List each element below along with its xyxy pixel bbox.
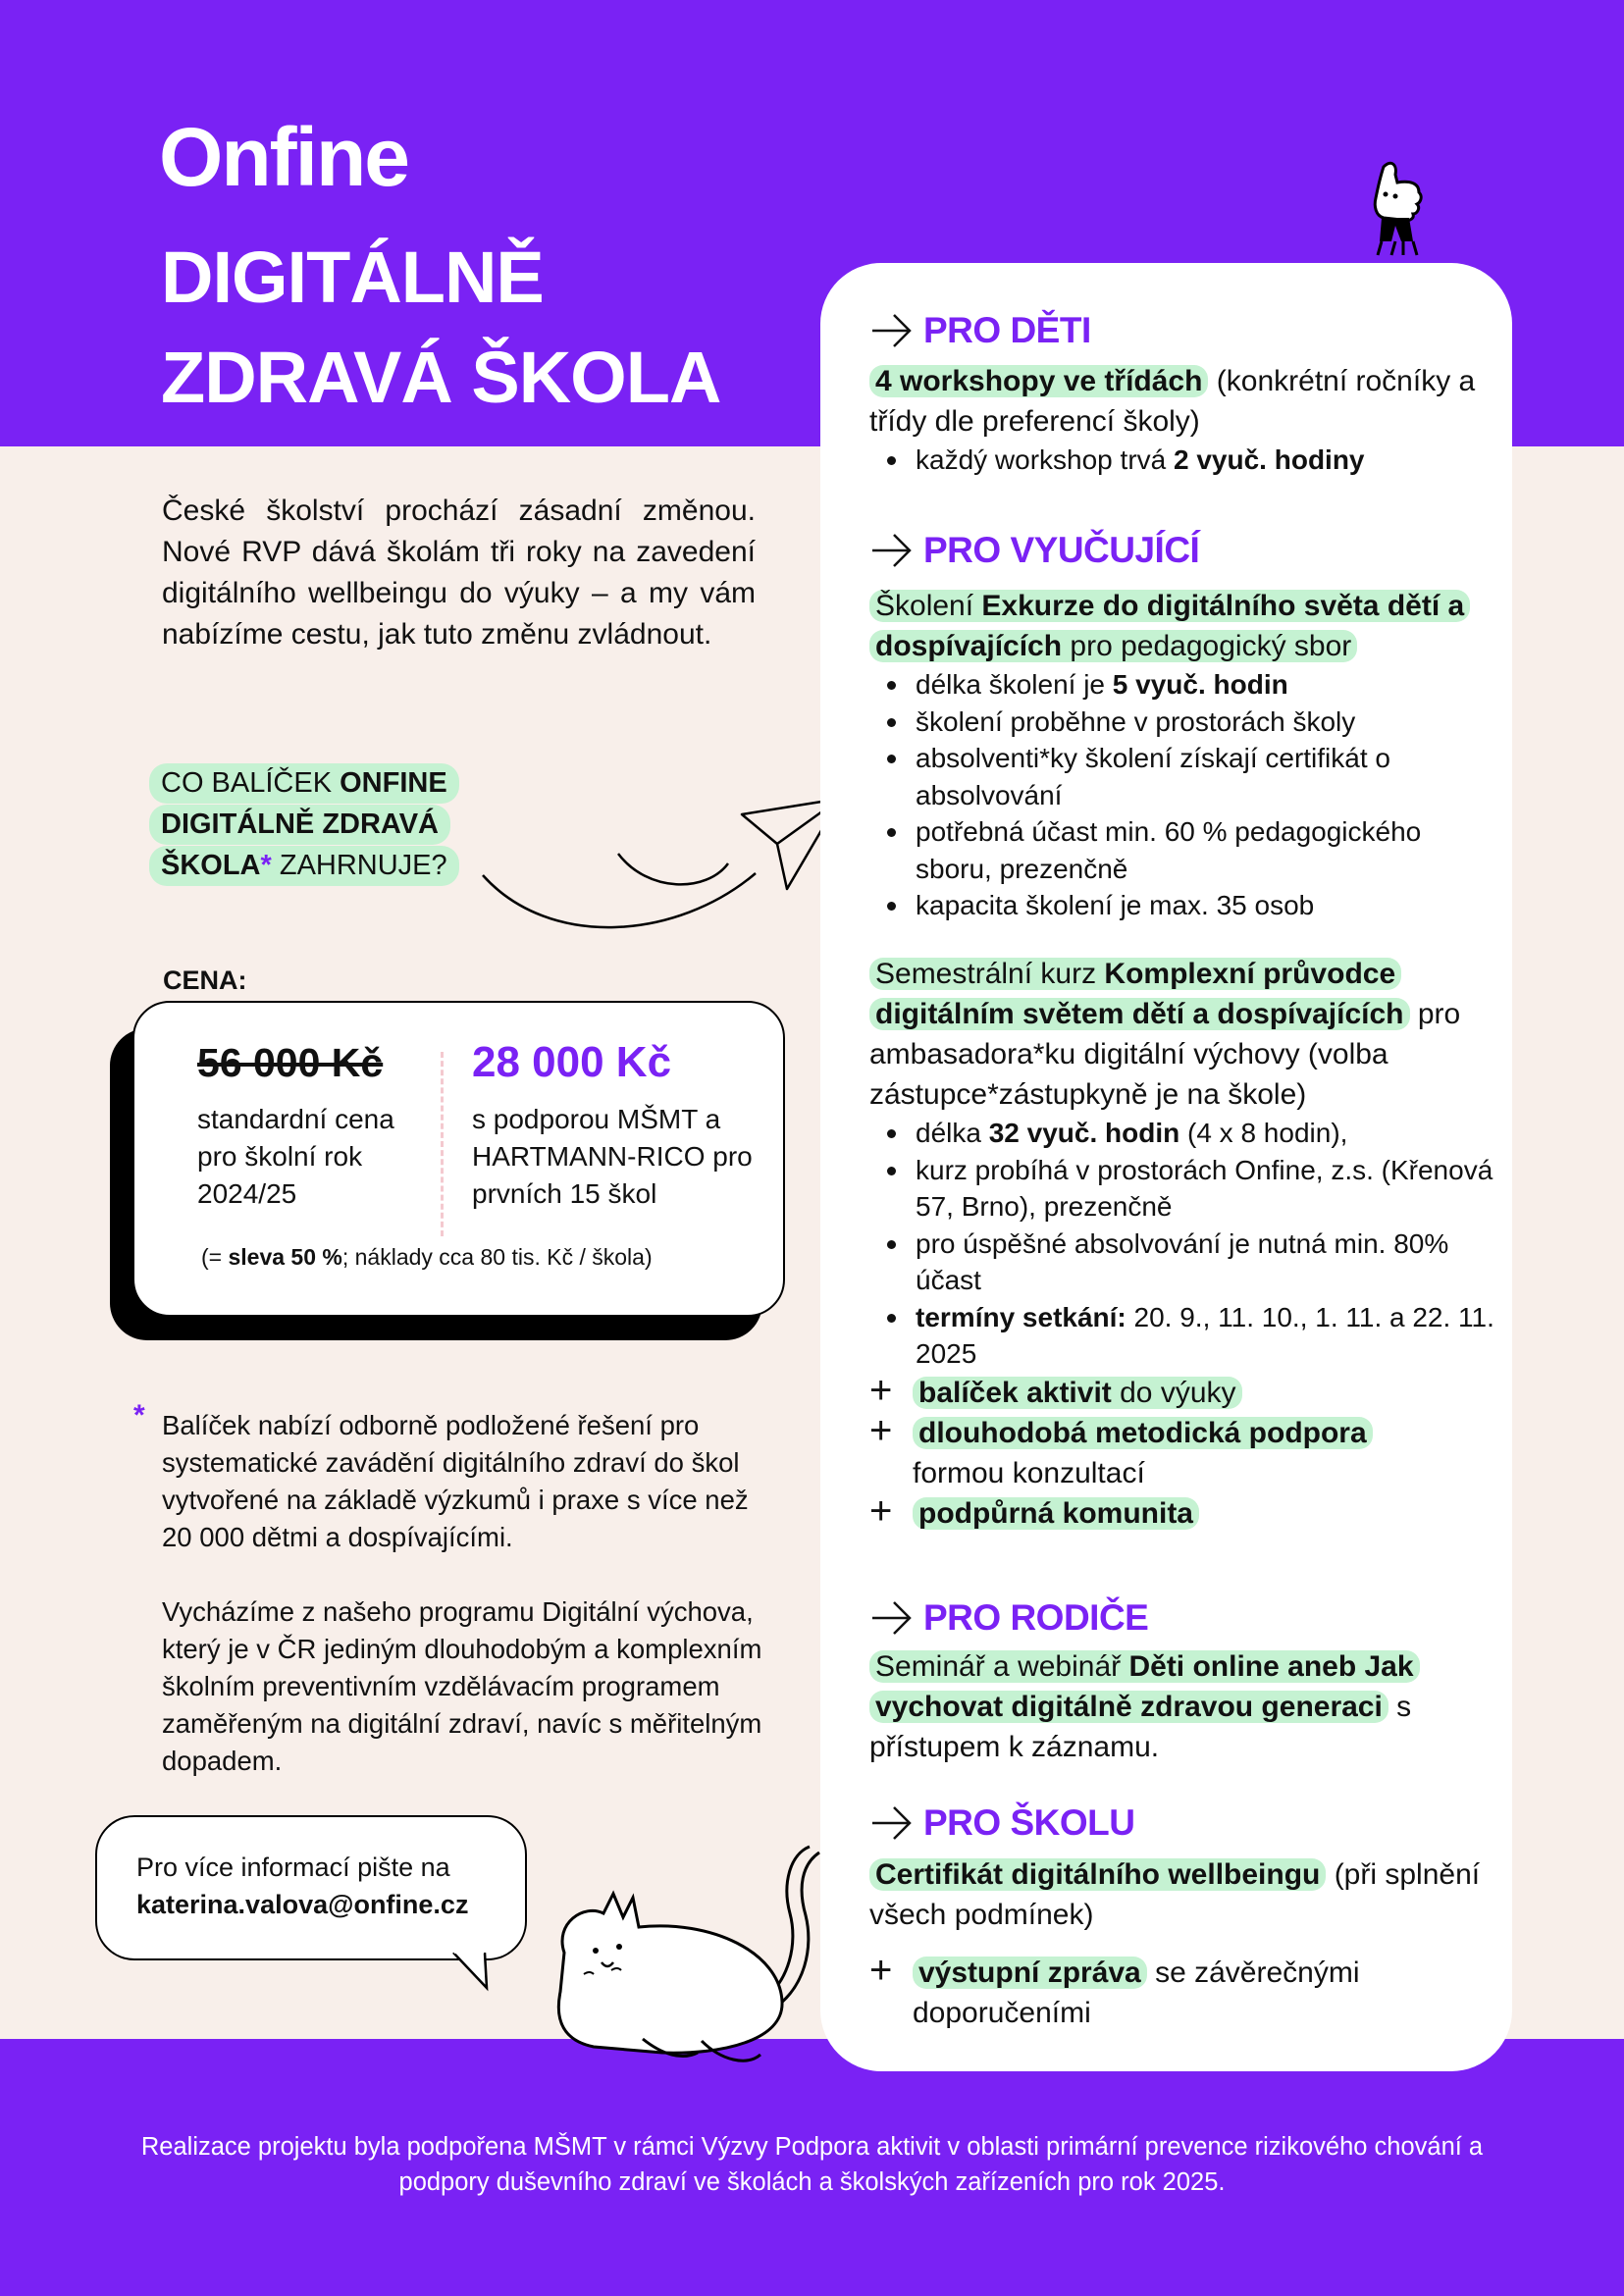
contact-email[interactable]: katerina.valova@onfine.cz xyxy=(136,1890,469,1919)
section-deti-body: 4 workshopy ve třídách (konkrétní ročníky a třídy dle preferencí školy) každý workshop trvá 2 vyuč. hodiny xyxy=(869,361,1497,479)
arrow-right-icon xyxy=(870,311,914,350)
contact-bubble xyxy=(95,1815,527,1960)
question-line-3: ŠKOLA* ZAHRNUJE? xyxy=(149,846,459,886)
thumbs-up-character-icon xyxy=(1362,157,1441,267)
plus-item: + balíček aktivit do výuky xyxy=(869,1373,1497,1413)
cat-illustration xyxy=(525,1845,839,2080)
contact-text: Pro více informací pište na xyxy=(136,1852,450,1882)
new-price: 28 000 Kč xyxy=(472,1038,672,1086)
plus-item: + dlouhodobá metodická podpora formou konzultací xyxy=(869,1413,1497,1493)
list-item: délka 32 vyuč. hodin (4 x 8 hodin), xyxy=(869,1115,1497,1152)
list-item: potřebná účast min. 60 % pedagogického sboru, prezenčně xyxy=(869,813,1497,887)
new-price-description: s podporou MŠMT a HARTMANN-RICO pro prvních 15 škol xyxy=(472,1104,753,1209)
section-vyucujici-training: Školení Exkurze do digitálního světa dětí a dospívajících pro pedagogický sbor délka školení je 5 vyuč. hodin školení proběhne v prostorách školy absolventi*ky školení získají certifikát o absolvování potřebná účast min. 60 % pedagogického sboru, prezenčně kapacita školení je max. 35 osob xyxy=(869,586,1497,924)
section-heading-vyucujici: PRO VYUČUJÍCÍ xyxy=(870,530,1199,571)
question-line-2: DIGITÁLNĚ ZDRAVÁ xyxy=(149,805,450,845)
list-item: školení proběhne v prostorách školy xyxy=(869,704,1497,741)
section-skola-body: Certifikát digitálního wellbeingu (při splnění všech podmínek) + výstupní zpráva se závěrečnými doporučeními xyxy=(869,1854,1497,2033)
list-item: každý workshop trvá 2 vyuč. hodiny xyxy=(869,442,1497,479)
list-item: termíny setkání: 20. 9., 11. 10., 1. 11. a 22. 11. 2025 xyxy=(869,1299,1497,1373)
title-line-1: DIGITÁLNĚ xyxy=(161,236,544,318)
section-rodice-body: Seminář a webinář Děti online aneb Jak vychovat digitálně zdravou generaci s přístupem k záznamu. xyxy=(869,1646,1497,1767)
list-item: pro úspěšné absolvování je nutná min. 80% účast xyxy=(869,1226,1497,1299)
paper-plane-icon xyxy=(471,785,854,942)
plus-item: + podpůrná komunita xyxy=(869,1493,1497,1534)
discount-note: (= sleva 50 %; náklady cca 80 tis. Kč / škola) xyxy=(201,1244,653,1270)
arrow-right-icon xyxy=(870,531,914,570)
list-item: kurz probíhá v prostorách Onfine, z.s. (Křenová 57, Brno), prezenčně xyxy=(869,1152,1497,1226)
price-box xyxy=(132,1001,785,1317)
page-title xyxy=(161,228,720,428)
arrow-right-icon xyxy=(870,1598,914,1638)
footnote-star: * xyxy=(133,1399,145,1432)
section-vyucujici-course: Semestrální kurz Komplexní průvodce digitálním světem dětí a dospívajících pro ambasadora*ku digitální výchovy (volba zástupce*zástupkyně je na škole) délka 32 vyuč. hodin (4 x 8 hodin), kurz probíhá v prostorách Onfine, z.s. (Křenová 57, Brno), prezenčně pro úspěšné absolvování je nutná min. 80% účast termíny setkání: 20. 9., 11. 10., 1. 11. a 22. 11. 2025 + balíček aktivit do výuky + dlouhodobá metodická podpora formou konzultací + podpůrná komunita xyxy=(869,954,1497,1534)
list-item: kapacita školení je max. 35 osob xyxy=(869,887,1497,924)
old-price-description: standardní cena pro školní rok 2024/25 xyxy=(197,1104,394,1209)
old-price: 56 000 Kč xyxy=(197,1040,384,1085)
intro-paragraph: České školství prochází zásadní změnou. Nové RVP dává školám tři roky na zavedení digitálního wellbeingu do výuky – a my vám nabízíme cestu, jak tuto změnu zvládnout. xyxy=(162,495,756,651)
list-item: absolventi*ky školení získají certifikát o absolvování xyxy=(869,740,1497,813)
list-item: délka školení je 5 vyuč. hodin xyxy=(869,666,1497,704)
section-heading-rodice: PRO RODIČE xyxy=(870,1597,1148,1639)
question-line-1: CO BALÍČEK ONFINE xyxy=(149,763,459,804)
plus-item: + výstupní zpráva se závěrečnými doporučeními xyxy=(869,1953,1497,2033)
footnote xyxy=(162,1407,762,1780)
bubble-tail xyxy=(451,1953,491,1992)
logo: Onfine xyxy=(159,111,408,203)
section-heading-skola: PRO ŠKOLU xyxy=(870,1802,1134,1844)
footnote-paragraph-2: Vycházíme z našeho programu Digitální výchova, který je v ČR jediným dlouhodobým a komplexním školním preventivním vzdělávacím programem zaměřeným na digitální zdraví, navíc s měřitelným dopadem. xyxy=(162,1596,762,1776)
price-divider xyxy=(441,1052,444,1236)
footer-note: Realizace projektu byla podpořena MŠMT v rámci Výzvy Podpora aktivit v oblasti primární prevence rizikového chování a podpory duševního zdraví ve školách a školských zařízeních pro rok 2025. xyxy=(140,2133,1484,2196)
title-line-2: ZDRAVÁ ŠKOLA xyxy=(161,337,721,418)
package-question xyxy=(149,763,459,887)
section-heading-deti: PRO DĚTI xyxy=(870,310,1091,351)
price-label: CENA: xyxy=(163,965,247,995)
arrow-right-icon xyxy=(870,1803,914,1843)
footnote-paragraph-1: Balíček nabízí odborně podložené řešení pro systematické zavádění digitálního zdraví do škol vytvořené na základě výzkumů i praxe s více než 20 000 dětmi a dospívajícími. xyxy=(162,1410,749,1552)
